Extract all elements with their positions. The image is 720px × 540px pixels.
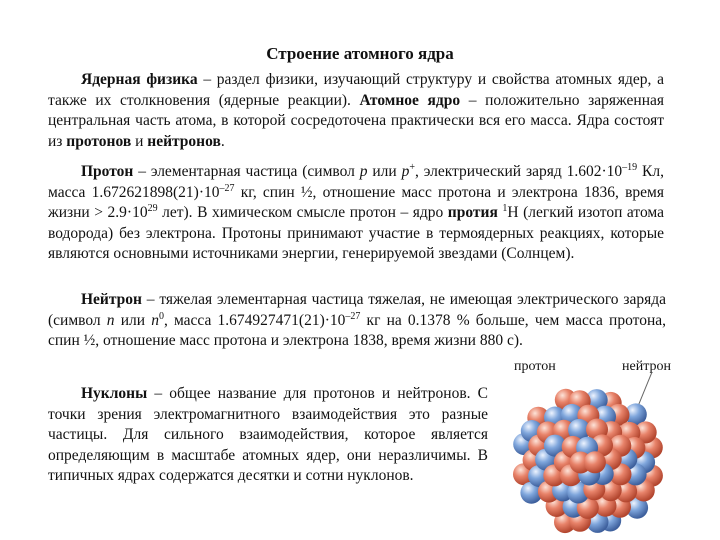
text: кг, спин ½, отношение масс протона и электрона 1836, время жизни > 2.9·10 — [48, 183, 664, 222]
text: лет). В химическом смысле протон – ядро — [157, 204, 448, 222]
text: – элементарная частица (символ — [133, 163, 360, 180]
symbol-p-plus: p — [401, 163, 410, 180]
label-neutron: нейтрон — [622, 359, 671, 374]
paragraph-neutron — [48, 290, 666, 352]
text: или — [367, 163, 402, 180]
paragraph-nuclear-physics — [48, 70, 664, 152]
term-nucleons: Нуклоны — [81, 385, 148, 402]
text: – положительно заряженная центральная часть атома, в которой сосредоточена практически вся его масса. Ядра состоят из — [48, 91, 664, 150]
term-proton: Протон — [81, 163, 134, 180]
text: – раздел физики, изучающий структуру и свойства атомных ядер, а также их столкновения (ядерные реакции). — [48, 71, 664, 109]
superscript: –27 — [219, 182, 235, 194]
term-neutron: Нейтрон — [81, 291, 142, 308]
superscript: 1 — [502, 203, 508, 215]
text: Кл, масса 1.672621898(21)·10 — [48, 163, 664, 201]
text: кг на 0.1378 % больше, чем масса протона, спин ½, отношение масс протона и электрона 1838, время жизни 880 с). — [48, 311, 666, 350]
superscript: + — [409, 162, 415, 173]
symbol-n: n — [106, 311, 115, 329]
symbol-p: p — [359, 163, 368, 180]
text: – общее название для протонов и нейтронов. С точки зрения электромагнитного взаимодействия это разные частицы. Для сильного взаимодействия, которое является определяющим в масштабе атомных ядер, они неразличимы. В типичных ядрах содержатся десятки и сотни нуклонов. — [48, 385, 488, 485]
superscript: –27 — [345, 310, 361, 322]
term-neutrons: нейтронов — [147, 132, 221, 150]
term-atomic-nucleus: Атомное ядро — [359, 91, 461, 109]
proton-ball — [584, 451, 606, 473]
nucleus-illustration — [502, 372, 682, 540]
superscript: 29 — [147, 203, 158, 215]
term-nuclear-physics: Ядерная физика — [81, 71, 198, 88]
superscript: –19 — [622, 162, 638, 173]
text: , электрический заряд 1.602·10 — [414, 163, 623, 180]
page-title: Строение атомного ядра — [266, 44, 454, 63]
text: – тяжелая элементарная частица тяжелая, не имеющая электрического заряда (символ — [48, 291, 666, 329]
term-protium: протия — [447, 204, 498, 222]
text: . — [220, 132, 225, 150]
nucleon-cluster — [513, 389, 663, 533]
term-protons: протонов — [66, 132, 132, 150]
text: или — [114, 311, 152, 329]
text: , масса 1.674927471(21)·10 — [163, 311, 346, 329]
symbol-n0: n — [151, 311, 159, 329]
paragraph-proton — [48, 162, 664, 265]
text: и — [131, 132, 148, 150]
label-proton: протон — [514, 359, 556, 374]
superscript: 0 — [158, 310, 164, 322]
paragraph-nucleons — [48, 384, 488, 487]
text: H (легкий изотоп атома водорода) без электрона. Протоны принимают участие в термоядерных реакциях, которые являются основными источниками энергии, генерируемой звездами (Солнцем). — [48, 204, 665, 263]
